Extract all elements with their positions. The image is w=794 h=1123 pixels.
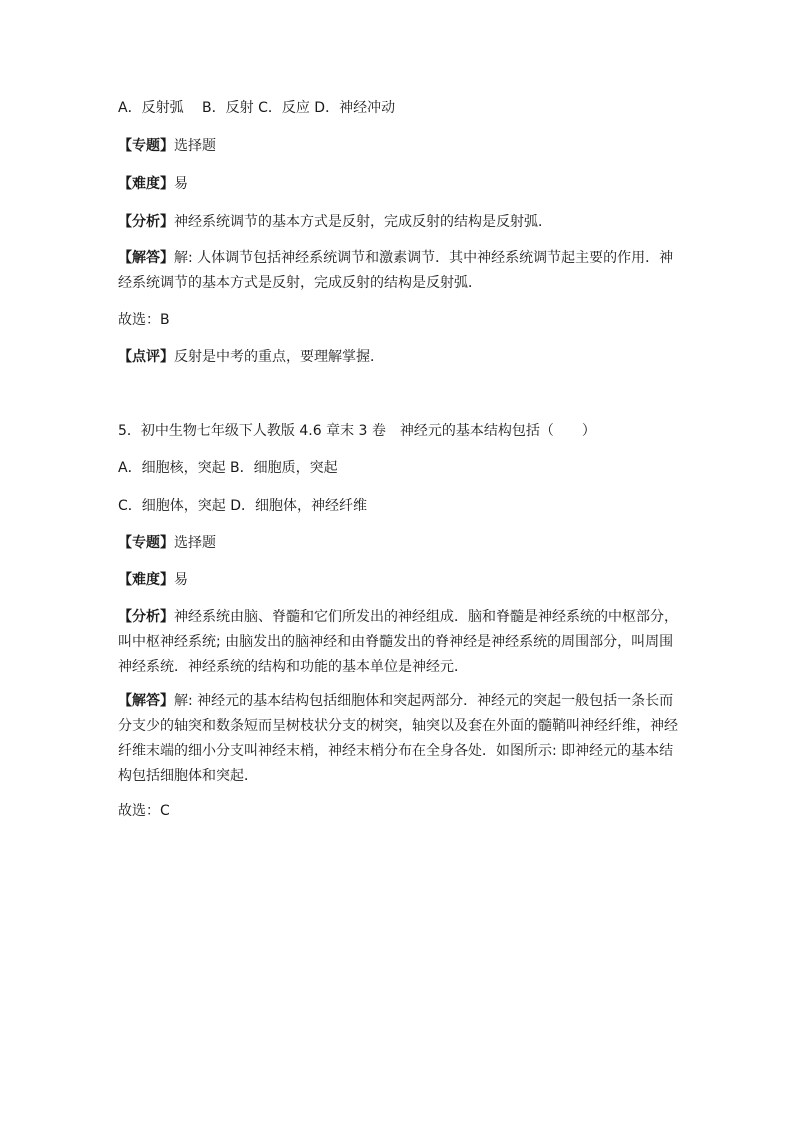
q5-analysis-row (118, 609, 678, 625)
q4-topic-row (118, 138, 216, 154)
analysis-tag: 【分析】 (118, 214, 174, 230)
q4-answer-line-2: 经系统调节的基本方式是反射，完成反射的结构是反射弧． (118, 275, 482, 291)
difficulty-tag: 【难度】 (118, 572, 174, 588)
q5-answer-row (118, 693, 673, 709)
q4-options: A．反射弧 B．反射 C．反应 D．神经冲动 (118, 100, 396, 116)
q5-options-1: A．细胞核，突起 B．细胞质，突起 (118, 460, 338, 476)
answer-tag: 【解答】 (118, 250, 174, 266)
analysis-tag: 【分析】 (118, 609, 174, 625)
difficulty-value: 易 (174, 572, 188, 588)
q4-analysis-row (118, 214, 552, 230)
q5-analysis-line-3: 神经系统．神经系统的结构和功能的基本单位是神经元． (118, 659, 468, 675)
answer-text-1: 解: 神经元的基本结构包括细胞体和突起两部分．神经元的突起一般包括一条长而 (174, 693, 674, 709)
answer-text-1: 解: 人体调节包括神经系统调节和激素调节．其中神经系统调节起主要的作用．神 (174, 250, 674, 266)
q4-comment-row (118, 349, 384, 365)
q5-topic-row (118, 535, 216, 551)
analysis-text-1: 神经系统由脑、脊髓和它们所发出的神经组成．脑和脊髓是神经系统的中枢部分， (174, 609, 678, 625)
analysis-text: 神经系统调节的基本方式是反射，完成反射的结构是反射弧． (174, 214, 552, 230)
q5-analysis-line-2: 叫中枢神经系统; 由脑发出的脑神经和由脊髓发出的脊神经是神经系统的周围部分，叫周围 (118, 634, 674, 650)
difficulty-tag: 【难度】 (118, 176, 174, 192)
comment-text: 反射是中考的重点，要理解掌握． (174, 349, 384, 365)
q5-choice: 故选：C (118, 803, 170, 819)
answer-tag: 【解答】 (118, 693, 174, 709)
q4-choice: 故选：B (118, 312, 170, 328)
q4-answer-row (118, 250, 673, 266)
comment-tag: 【点评】 (118, 349, 174, 365)
q5-question: 5．初中生物七年级下人教版 4.6 章末 3 卷 神经元的基本结构包括（ ） (118, 423, 596, 439)
q4-difficulty-row (118, 176, 188, 192)
q5-answer-line-3: 纤维末端的细小分支叫神经末梢，神经末梢分布在全身各处．如图所示: 即神经元的基本结 (118, 743, 674, 759)
topic-tag: 【专题】 (118, 138, 174, 154)
q5-answer-line-2: 分支少的轴突和数条短而呈树枝状分支的树突，轴突以及套在外面的髓鞘叫神经纤维，神经 (118, 718, 678, 734)
q5-options-2: C．细胞体，突起 D．细胞体，神经纤维 (118, 498, 368, 514)
topic-value: 选择题 (174, 535, 216, 551)
q5-answer-line-4: 构包括细胞体和突起． (118, 768, 258, 784)
difficulty-value: 易 (174, 176, 188, 192)
q5-difficulty-row (118, 572, 188, 588)
topic-value: 选择题 (174, 138, 216, 154)
topic-tag: 【专题】 (118, 535, 174, 551)
